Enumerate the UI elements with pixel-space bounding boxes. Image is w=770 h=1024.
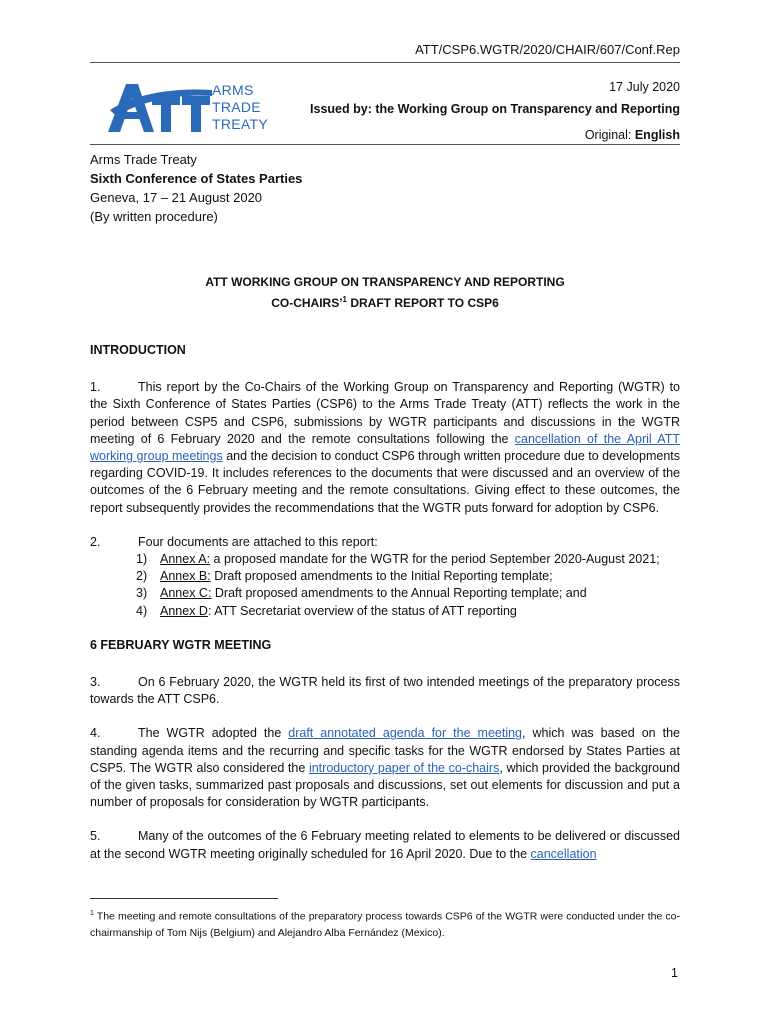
annex-label: Annex D: [160, 603, 208, 618]
document-reference: ATT/CSP6.WGTR/2020/CHAIR/607/Conf.Rep: [415, 42, 680, 57]
page-number: 1: [671, 966, 678, 980]
paragraph-number: 4.: [90, 726, 101, 741]
annex-text: Draft proposed amendments to the Annual Reporting template; and: [211, 586, 587, 601]
footnote-mark: 1: [90, 910, 94, 917]
paragraph-number: 5.: [90, 829, 101, 844]
conference-place-date: Geneva, 17 – 21 August 2020: [90, 190, 263, 205]
logo-word-treaty: TREATY: [212, 116, 268, 132]
treaty-name: Arms Trade Treaty: [90, 152, 197, 167]
section-heading-introduction: INTRODUCTION: [90, 343, 186, 357]
title-line-1: ATT WORKING GROUP ON TRANSPARENCY AND REPORTING: [205, 275, 565, 289]
conference-block: [90, 150, 302, 226]
issuer-block: [310, 76, 680, 146]
title-cochairs: CO-CHAIRS’: [271, 296, 343, 310]
annex-text: : ATT Secretariat overview of the status of ATT reporting: [207, 603, 517, 618]
title-line-2: [90, 291, 680, 312]
paragraph-text: , which provided the background of the given tasks, summarized past proposals and discussions, set out elements for discussion and put a number of proposals for consideration by WGTR participants.: [90, 760, 680, 810]
annex-item: [136, 568, 680, 585]
link-cancellation[interactable]: cancellation: [530, 846, 597, 861]
logo-word-arms: ARMS: [212, 82, 254, 98]
paragraph-2: [90, 534, 680, 551]
conference-procedure: (By written procedure): [90, 209, 218, 224]
footnote-ref[interactable]: 1: [342, 295, 347, 304]
annex-label: Annex A:: [160, 552, 211, 567]
att-logo: [108, 80, 288, 136]
link-cancellation-april-meetings[interactable]: cancellation of the April ATT working group meetings: [90, 431, 680, 464]
document-body: [90, 342, 680, 880]
paragraph-3: [90, 674, 680, 708]
issue-date: 17 July 2020: [609, 80, 680, 94]
paragraph-number: 3.: [90, 675, 101, 690]
conference-name: Sixth Conference of States Parties: [90, 171, 303, 186]
logo-word-trade: TRADE: [212, 99, 261, 115]
paragraph-text: Many of the outcomes of the 6 February meeting related to elements to be delivered or discussed at the second WGTR meeting originally scheduled for 16 April 2020. Due to the: [90, 829, 680, 861]
annex-item: [136, 551, 680, 568]
title-draft-report: DRAFT REPORT TO CSP6: [347, 296, 499, 310]
original-label: Original:: [584, 128, 635, 142]
paragraph-5: [90, 828, 680, 862]
footnote-rule: [90, 898, 278, 899]
link-draft-annotated-agenda[interactable]: draft annotated agenda for the meeting: [288, 726, 523, 741]
paragraph-number: 2.: [90, 534, 101, 549]
document-title: [90, 274, 680, 312]
annex-label: Annex B:: [160, 569, 211, 584]
paragraph-text: Four documents are attached to this report:: [138, 534, 378, 549]
paragraph-text: On 6 February 2020, the WGTR held its first of two intended meetings of the preparatory process towards the ATT CSP6.: [90, 675, 680, 707]
annex-text: Draft proposed amendments to the Initial Reporting template;: [210, 569, 553, 584]
annex-item: [136, 585, 680, 602]
paragraph-text: This report by the Co-Chairs of the Working Group on Transparency and Reporting (WGTR) to the Sixth Conference of States Parties (CSP6) to the Arms Trade Treaty (ATT) reflects the work in the period between CSP5 and CSP6, submissions by WGTR participants and discussions in the WGTR meeting of 6 February 2020 and the remote consultations following the: [90, 380, 680, 446]
footnote: [90, 906, 680, 941]
paragraph-text: , which was based on the standing agenda items and the recurring and specific tasks for the WGTR endorsed by States Parties at CSP5. The WGTR also considered the: [90, 726, 680, 775]
annex-item: [136, 603, 680, 620]
paragraph-4: [90, 725, 680, 811]
paragraph-1: [90, 379, 680, 517]
att-logo-mark: [108, 80, 212, 136]
annex-number: 3): [136, 586, 148, 601]
annex-number: 2): [136, 569, 148, 584]
paragraph-number: 1.: [90, 380, 101, 395]
footnote-text: The meeting and remote consultations of the preparatory process towards CSP6 of the WGTR were conducted under the co-chairmanship of Tom Nijs (Belgium) and Alejandro Alba Fernández (Mexico).: [90, 910, 680, 939]
annex-label: Annex C:: [160, 586, 212, 601]
original-language-value: English: [634, 128, 680, 142]
original-language: [310, 124, 680, 146]
paragraph-text: and the decision to conduct CSP6 through written procedure due to developments regarding COVID-19. It includes references to the documents that were discussed and an overview of the outcomes of the 6 February meeting and the remote consultations. Giving effect to these outcomes, the report subsequently provides the recommendations that the WGTR puts forward for adoption by CSP6.: [90, 449, 680, 515]
issued-by: Issued by: the Working Group on Transparency and Reporting: [310, 102, 680, 116]
annex-number: 4): [136, 603, 148, 618]
annex-number: 1): [136, 552, 148, 567]
section-heading-february-meeting: 6 FEBRUARY WGTR MEETING: [90, 637, 272, 652]
annex-list: [90, 551, 680, 620]
link-introductory-paper[interactable]: introductory paper of the co-chairs: [308, 760, 500, 775]
header-rule: [90, 62, 680, 63]
paragraph-text: The WGTR adopted the: [138, 726, 289, 741]
annex-text: a proposed mandate for the WGTR for the period September 2020-August 2021;: [210, 552, 660, 567]
header-bottom-rule: [90, 144, 680, 145]
